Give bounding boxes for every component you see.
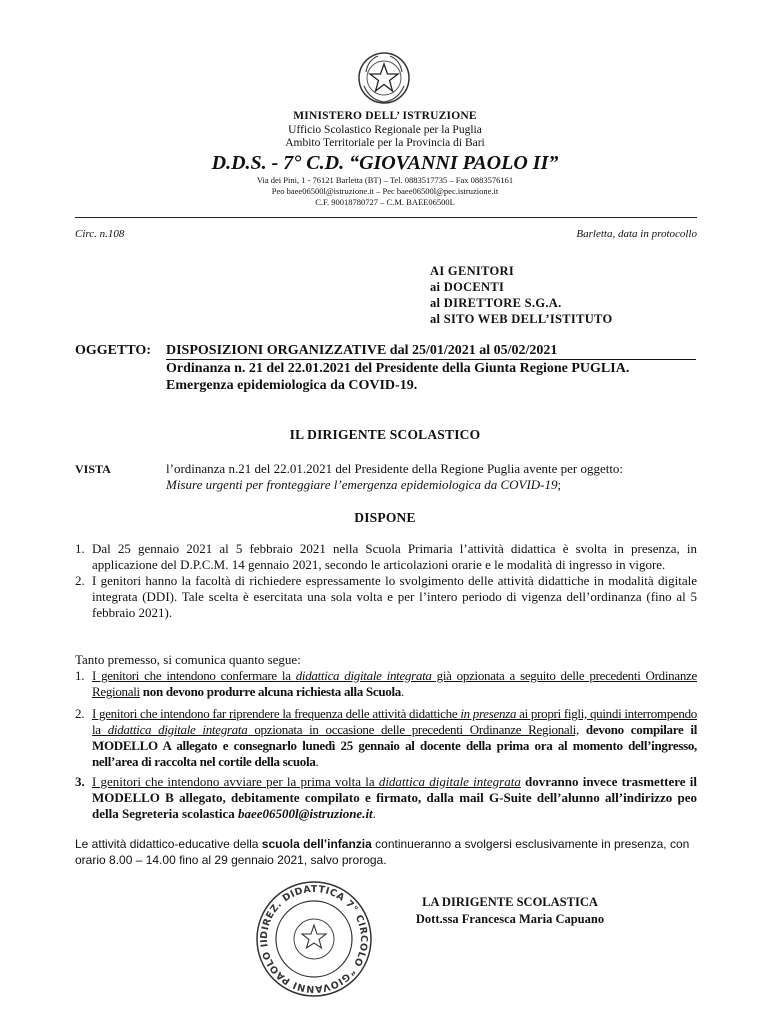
item-3-ddi: didattica digitale integrata [378,774,521,789]
circular-number: Circ. n.108 [75,228,125,240]
vista-ordinance-title: Misure urgenti per fronteggiare l’emergenza epidemiologica da COVID-19 [166,477,558,492]
list-item-number: 2. [75,706,85,721]
comunica-item-3 [75,774,697,822]
dispone-list [75,541,697,621]
infanzia-note [75,836,697,868]
list-item-number: 1. [75,541,85,556]
school-name: D.D.S. - 7° C.D. “GIOVANNI PAOLO II” [211,152,559,174]
item-2-modello-a: devono compilare il MODELLO A allegato e consegnarlo lunedì 25 gennaio al docente della prima ora al momento dell’ingresso, nell’area di raccolta nel cortile della scuola [92,722,698,769]
subject-line-2: Ordinanza n. 21 del 22.01.2021 del Presidente della Giunta Regione PUGLIA. [166,361,630,376]
list-item-number: 2. [75,573,85,588]
list-item [75,541,697,573]
school-codes: C.F. 90018780727 – C.M. BAEE06500L [315,197,455,207]
subject-label: OGGETTO: [75,343,151,358]
vista-semicolon: ; [557,477,562,492]
school-stamp-icon [255,880,373,998]
item-3-end: . [372,806,376,821]
item-1-ddi: didattica digitale integrata [295,668,432,683]
italian-republic-emblem-icon [356,50,412,106]
signature-role: LA DIRIGENTE SCOLASTICA [422,895,598,909]
recipient-website: al SITO WEB DELL’ISTITUTO [430,312,613,326]
item-1-no-request: non devono produrre alcuna richiesta alla Scuola [139,684,401,699]
item-2-text-a: I genitori che intendono far riprendere la frequenza delle attività didattiche [92,706,461,721]
dispone-title: DISPONE [354,510,416,525]
list-item-text: I genitori hanno la facoltà di richiedere espressamente lo svolgimento delle attività didattiche in modalità digitale integrata (DDI). Tale scelta è esercitata una sola volta e per l’intero periodo di vigenza dell’ordinanza (fino al 5 febbraio 2021). [92,573,697,620]
school-address: Via dei Pini, 1 - 76121 Barletta (BT) – Tel. 0883517735 – Fax 0883576161 [256,175,514,185]
infanzia-text-c: continueranno a svolgersi esclusivamente in presenza, con orario 8.00 – 14.00 fino al 29 gennaio 2021, salvo proroga. [75,837,690,867]
ministry-heading: MINISTERO DELL’ ISTRUZIONE [293,110,477,122]
premesso-text: Tanto premesso, si comunica quanto segue: [75,652,301,667]
item-2-text-c: ai propri figli, quindi interrompendo la [92,706,698,737]
item-2-ddi: didattica digitale integrata [107,722,248,737]
recipient-parents: AI GENITORI [430,264,514,278]
comunica-item-1 [75,668,697,700]
vista-label: VISTA [75,462,111,476]
stamp-ring-text: DIREZ. DIDATTICA 7° CIRCOLO “GIOVANNI PAOLO II [258,883,370,995]
item-1-text-a: I genitori che intendono confermare la [92,668,296,683]
list-item [75,706,697,770]
list-item [75,774,697,822]
item-1-text-c: già opzionata a seguito delle precedenti Ordinanze Regionali [92,668,697,699]
item-3-email: baee06500l@istruzione.it [237,806,373,821]
item-3-text-a: I genitori che intendono avviare per la prima volta la [92,774,379,789]
item-1-end: . [400,684,404,699]
list-item [75,668,697,700]
list-item-number: 1. [75,668,85,683]
list-item-text: Dal 25 gennaio 2021 al 5 febbraio 2021 nella Scuola Primaria l’attività didattica è svolta in presenza, in applicazione del D.P.C.M. 14 gennaio 2021, secondo le articolazioni orarie e le modalità di ingresso in vigore. [92,541,697,572]
subject-line-1: DISPOSIZIONI ORGANIZZATIVE dal 25/01/2021 al 05/02/2021 [166,343,696,360]
school-emails: Peo baee06500l@istruzione.it – Pec baee06500l@pec.istruzione.it [271,186,499,196]
infanzia-school: scuola dell’infanzia [261,837,372,851]
subject-line-3: Emergenza epidemiologica da COVID-19. [166,378,418,393]
territorial-area: Ambito Territoriale per la Provincia di Bari [285,137,485,149]
comunica-item-2 [75,706,697,770]
item-3-modello-b: dovranno invece trasmettere il MODELLO B allegato, debitamente compilato e firmato, dalla mail G-Suite dell’alunno all’indirizzo peo della Segreteria scolastica [92,774,697,821]
infanzia-text-a: Le attività didattico-educative della [75,837,262,851]
recipient-teachers: ai DOCENTI [430,280,505,294]
place-date: Barletta, data in protocollo [576,228,697,240]
item-2-text-e: opzionata in occasione delle precedenti Ordinanze Regionali, [247,722,579,737]
list-item-number: 3. [75,774,85,789]
vista-line-2 [166,477,561,493]
vista-line-1: l’ordinanza n.21 del 22.01.2021 del Presidente della Regione Puglia avente per oggetto: [166,461,624,476]
dirigente-title: IL DIRIGENTE SCOLASTICO [289,427,481,442]
header-divider [75,217,697,218]
list-item [75,573,697,621]
recipient-dsga: al DIRETTORE S.G.A. [430,296,562,310]
signature-name: Dott.ssa Francesca Maria Capuano [415,912,605,926]
item-2-presence: in presenza [460,706,517,721]
regional-office: Ufficio Scolastico Regionale per la Puglia [288,124,482,136]
item-2-end: . [315,754,319,769]
